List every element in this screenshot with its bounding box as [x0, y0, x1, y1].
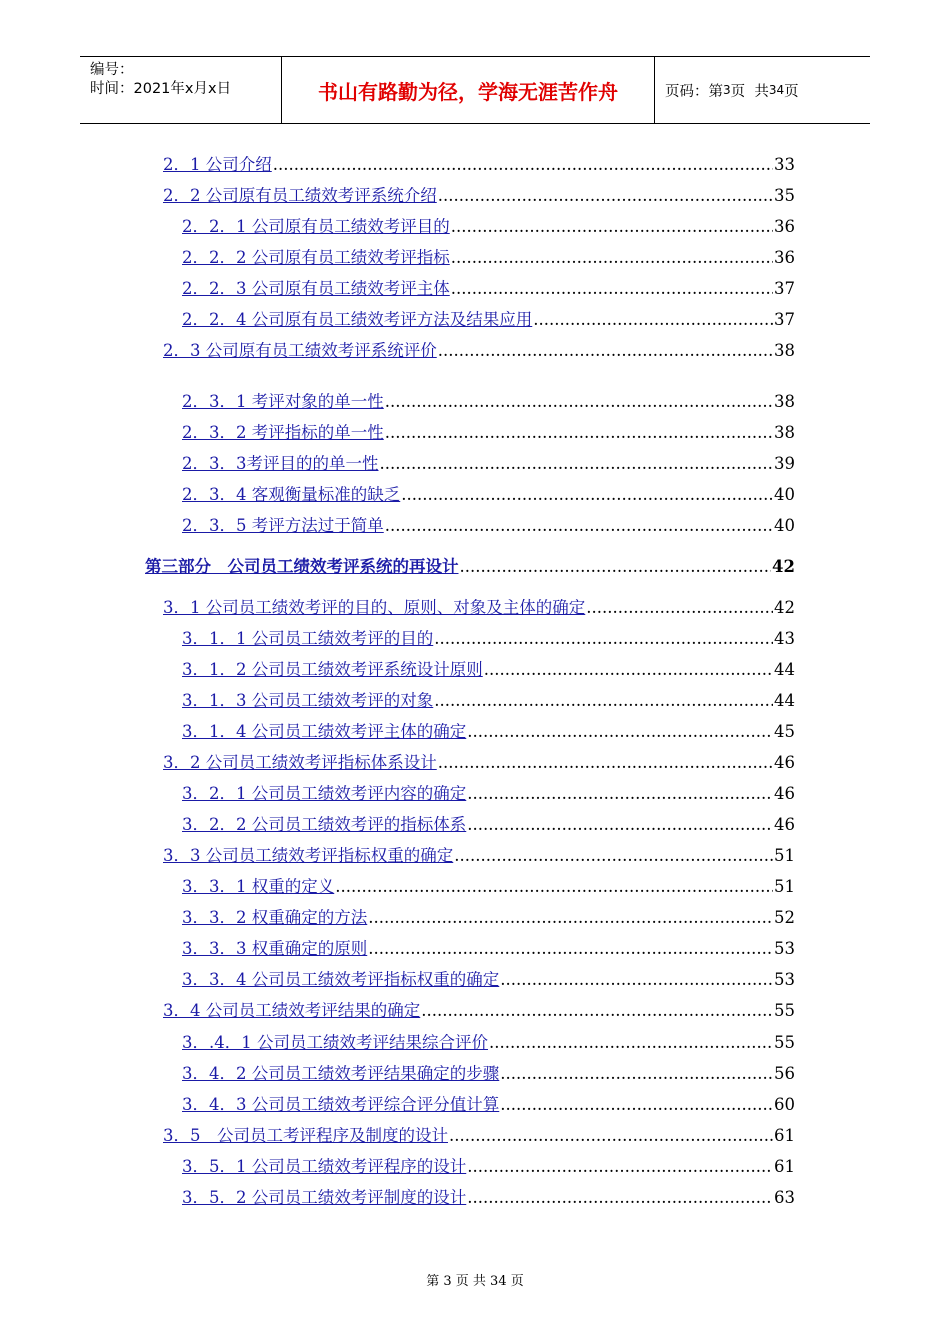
toc-entry[interactable] [163, 1124, 795, 1148]
toc-entry[interactable] [182, 689, 795, 713]
toc-entry[interactable] [145, 555, 795, 579]
toc-entry-page: 37 [774, 310, 795, 329]
toc-entry[interactable] [182, 1031, 795, 1055]
toc-entry[interactable] [182, 483, 795, 507]
toc-entry[interactable] [163, 596, 795, 620]
toc-entry-page: 40 [774, 485, 795, 504]
toc-dot-leader [467, 782, 773, 806]
toc-entry-page: 55 [774, 1001, 795, 1020]
toc-entry[interactable] [182, 627, 795, 651]
toc-dot-leader [449, 1124, 773, 1148]
toc-entry-title[interactable]: 3．1．3 公司员工绩效考评的对象 [182, 691, 434, 710]
toc-entry-page: 43 [774, 629, 795, 648]
toc-dot-leader [460, 555, 772, 579]
toc-dot-leader [451, 215, 773, 239]
toc-dot-leader [335, 875, 773, 899]
page-suffix: 页 [784, 83, 799, 100]
toc-entry[interactable] [182, 308, 795, 332]
page-number: 3 [723, 83, 731, 97]
toc-dot-leader [434, 627, 773, 651]
toc-entry-title[interactable]: 3．.4．1 公司员工绩效考评结果综合评价 [182, 1033, 488, 1052]
toc-entry[interactable] [163, 999, 795, 1023]
toc-entry-title[interactable]: 2．2．4 公司原有员工绩效考评方法及结果应用 [182, 310, 533, 329]
toc-entry-page: 44 [774, 691, 795, 710]
toc-entry-title[interactable]: 3．3．1 权重的定义 [182, 877, 335, 896]
toc-entry-page: 36 [774, 248, 795, 267]
toc-entry-page: 36 [774, 217, 795, 236]
toc-entry-title[interactable]: 第三部分 公司员工绩效考评系统的再设计 [145, 557, 459, 576]
toc-entry[interactable] [182, 937, 795, 961]
toc-entry-page: 38 [774, 392, 795, 411]
toc-entry-page: 38 [774, 341, 795, 360]
toc-entry-title[interactable]: 3．2．1 公司员工绩效考评内容的确定 [182, 784, 467, 803]
toc-entry-page: 46 [774, 753, 795, 772]
toc-entry-title[interactable]: 3．2．2 公司员工绩效考评的指标体系 [182, 815, 467, 834]
toc-entry[interactable] [163, 339, 795, 363]
page-prefix: 页码：第 [665, 83, 723, 100]
toc-entry-page: 45 [774, 722, 795, 741]
toc-entry-title[interactable]: 2．3．3考评目的的单一性 [182, 454, 379, 473]
toc-entry[interactable] [163, 153, 795, 177]
toc-dot-leader [385, 514, 773, 538]
toc-entry-page: 56 [774, 1064, 795, 1083]
toc-entry-title[interactable]: 3．1．4 公司员工绩效考评主体的确定 [182, 722, 467, 741]
toc-entry-title[interactable]: 2．3．5 考评方法过于简单 [182, 516, 384, 535]
toc-entry-title[interactable]: 3．4．3 公司员工绩效考评综合评分值计算 [182, 1095, 500, 1114]
page-total: 34 [768, 83, 785, 97]
toc-entry[interactable] [182, 390, 795, 414]
toc-entry-page: 55 [774, 1033, 795, 1052]
toc-entry-title[interactable]: 2．3．2 考评指标的单一性 [182, 423, 384, 442]
toc-dot-leader [451, 277, 773, 301]
toc-entry-title[interactable]: 3．5．1 公司员工绩效考评程序的设计 [182, 1157, 467, 1176]
toc-entry[interactable] [182, 514, 795, 538]
toc-entry-title[interactable]: 3．4．2 公司员工绩效考评结果确定的步骤 [182, 1064, 500, 1083]
toc-dot-leader [484, 658, 773, 682]
toc-entry[interactable] [182, 1186, 795, 1210]
toc-entry-title[interactable]: 3．5 公司员工考评程序及制度的设计 [163, 1126, 448, 1145]
toc-entry-page: 53 [774, 970, 795, 989]
toc-entry[interactable] [163, 751, 795, 775]
header-motto: 书山有路勤为径，学海无涯苦作舟 [281, 57, 655, 123]
toc-dot-leader [533, 308, 773, 332]
toc-entry-page: 46 [774, 815, 795, 834]
toc-entry-title[interactable]: 3．5．2 公司员工绩效考评制度的设计 [182, 1188, 467, 1207]
toc-entry[interactable] [182, 782, 795, 806]
toc-entry-title[interactable]: 3．3．3 权重确定的原则 [182, 939, 368, 958]
toc-entry[interactable] [182, 246, 795, 270]
toc-entry-title[interactable]: 2．2．1 公司原有员工绩效考评目的 [182, 217, 450, 236]
toc-entry-page: 44 [774, 660, 795, 679]
toc-entry-page: 46 [774, 784, 795, 803]
toc-dot-leader [434, 689, 773, 713]
toc-dot-leader [586, 596, 773, 620]
toc-entry-title[interactable]: 2．3 公司原有员工绩效考评系统评价 [163, 341, 437, 360]
page-footer: 第 3 页 共 34 页 [426, 1274, 524, 1289]
toc-dot-leader [385, 421, 773, 445]
toc-entry-page: 38 [774, 423, 795, 442]
toc-dot-leader [385, 390, 773, 414]
toc-entry[interactable] [182, 452, 795, 476]
toc-entry-title[interactable]: 2．3．4 客观衡量标准的缺乏 [182, 485, 401, 504]
toc-entry-title[interactable]: 3．2 公司员工绩效考评指标体系设计 [163, 753, 437, 772]
page-header [80, 56, 870, 124]
toc-entry-page: 35 [774, 186, 795, 205]
toc-entry-page: 51 [774, 877, 795, 896]
toc-entry-page: 61 [774, 1157, 795, 1176]
toc-entry[interactable] [182, 277, 795, 301]
page-mid: 页 共 [730, 83, 769, 100]
toc-entry-page: 63 [774, 1188, 795, 1207]
header-left-cell [80, 57, 281, 123]
toc-dot-leader [421, 999, 773, 1023]
toc-entry[interactable] [163, 184, 795, 208]
toc-entry[interactable] [182, 1155, 795, 1179]
toc-dot-leader [500, 968, 773, 992]
toc-entry-page: 52 [774, 908, 795, 927]
toc-entry-title[interactable]: 2．2．2 公司原有员工绩效考评指标 [182, 248, 450, 267]
toc-entry-page: 51 [774, 846, 795, 865]
toc-dot-leader [467, 720, 773, 744]
toc-entry-title[interactable]: 3．1 公司员工绩效考评的目的、原则、对象及主体的确定 [163, 598, 586, 617]
toc-dot-leader [438, 184, 773, 208]
toc-entry-page: 37 [774, 279, 795, 298]
toc-dot-leader [401, 483, 773, 507]
toc-entry[interactable] [182, 658, 795, 682]
toc-entry-page: 42 [772, 557, 795, 576]
toc-dot-leader [467, 813, 773, 837]
toc-entry[interactable] [182, 720, 795, 744]
toc-dot-leader [273, 153, 773, 177]
toc-dot-leader [500, 1062, 773, 1086]
toc-dot-leader [467, 1186, 773, 1210]
toc-entry-title[interactable]: 2．3．1 考评对象的单一性 [182, 392, 384, 411]
toc-entry-page: 61 [774, 1126, 795, 1145]
toc-entry-page: 39 [774, 454, 795, 473]
toc-dot-leader [438, 339, 773, 363]
toc-entry-title[interactable]: 3．3 公司员工绩效考评指标权重的确定 [163, 846, 454, 865]
toc-dot-leader [489, 1031, 773, 1055]
toc-entry-title[interactable]: 3．3．2 权重确定的方法 [182, 908, 368, 927]
toc-dot-leader [467, 1155, 773, 1179]
header-page-info [655, 57, 870, 123]
toc-entry-title[interactable]: 2．2 公司原有员工绩效考评系统介绍 [163, 186, 437, 205]
toc-entry-page: 53 [774, 939, 795, 958]
toc-dot-leader [368, 937, 773, 961]
toc-dot-leader [368, 906, 773, 930]
toc-dot-leader [380, 452, 774, 476]
toc-entry-title[interactable]: 3．3．4 公司员工绩效考评指标权重的确定 [182, 970, 500, 989]
document-time-label: 时间：2021年x月x日 [90, 81, 232, 97]
toc-dot-leader [500, 1093, 773, 1117]
toc-entry-page: 33 [774, 155, 795, 174]
toc-entry[interactable] [182, 906, 795, 930]
toc-dot-leader [454, 844, 773, 868]
toc-entry[interactable] [182, 875, 795, 899]
toc-entry[interactable] [182, 215, 795, 239]
toc-entry[interactable] [163, 844, 795, 868]
toc-entry-page: 40 [774, 516, 795, 535]
toc-entry-title[interactable]: 2．1 公司介绍 [163, 155, 272, 174]
toc-dot-leader [438, 751, 773, 775]
toc-entry-title[interactable]: 3．1．2 公司员工绩效考评系统设计原则 [182, 660, 483, 679]
toc-entry-title[interactable]: 2．2．3 公司原有员工绩效考评主体 [182, 279, 450, 298]
document-number-label: 编号： [90, 62, 134, 78]
toc-entry-page: 60 [774, 1095, 795, 1114]
toc-entry-title[interactable]: 3．4 公司员工绩效考评结果的确定 [163, 1001, 421, 1020]
toc-entry[interactable] [182, 813, 795, 837]
toc-entry-title[interactable]: 3．1．1 公司员工绩效考评的目的 [182, 629, 434, 648]
toc-entry[interactable] [182, 1062, 795, 1086]
toc-entry[interactable] [182, 968, 795, 992]
toc-entry[interactable] [182, 421, 795, 445]
toc-entry[interactable] [182, 1093, 795, 1117]
toc-dot-leader [451, 246, 773, 270]
toc-entry-page: 42 [774, 598, 795, 617]
